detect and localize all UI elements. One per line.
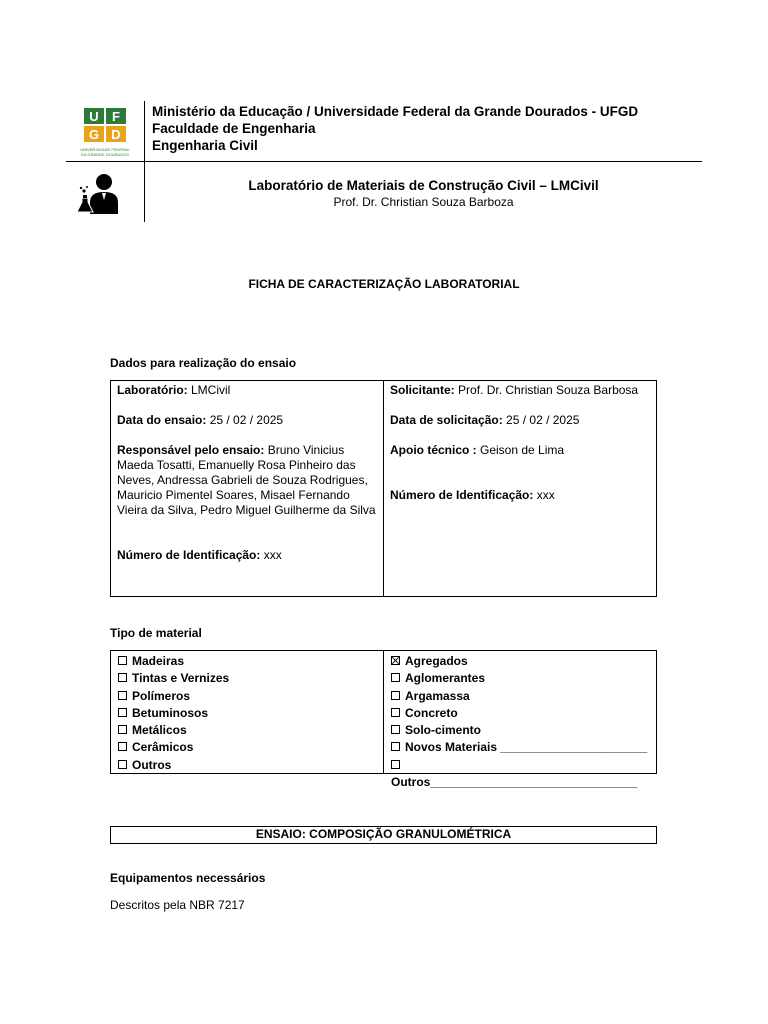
dados-left-column	[111, 381, 384, 596]
header-horizontal-divider	[66, 161, 702, 162]
field-responsavel: Responsável pelo ensaio: Bruno Vinicius Maeda Tosatti, Emanuelly Rosa Pinheiro das Neves, Andressa Gabrieli de Souza Rodrigues, Mauricio Pimentel Soares, Misael Fernando Vieira da Silva, Pedro Miguel Guilherme da Silva	[117, 443, 376, 517]
checkbox-icon[interactable]	[118, 691, 127, 700]
equipamentos-section-label: Equipamentos necessários	[110, 871, 266, 885]
field-apoio-tecnico: Apoio técnico : Geison de Lima	[390, 443, 565, 457]
scientist-icon	[78, 172, 124, 214]
dados-right-column	[384, 381, 656, 596]
svg-text:UNIVERSIDADE FEDERAL: UNIVERSIDADE FEDERAL	[80, 147, 130, 152]
lab-professor: Prof. Dr. Christian Souza Barboza	[333, 195, 514, 209]
checkbox-icon[interactable]	[391, 760, 400, 769]
lab-title: Laboratório de Materiais de Construção Civil – LMCivil	[248, 178, 599, 193]
checkbox-icon[interactable]	[391, 691, 400, 700]
svg-text:D: D	[111, 127, 121, 142]
checkbox-item[interactable]: Outros_______________________________	[391, 757, 649, 792]
checkbox-icon[interactable]	[391, 708, 400, 717]
header-faculty: Faculdade de Engenharia	[152, 121, 316, 136]
svg-text:DA GRANDE DOURADOS: DA GRANDE DOURADOS	[81, 152, 129, 157]
checkbox-item[interactable]: Metálicos	[118, 722, 376, 739]
material-right-column	[384, 651, 656, 790]
checkbox-item[interactable]: Novos Materiais ______________________	[391, 739, 649, 756]
checkbox-item[interactable]: Tintas e Vernizes	[118, 670, 376, 687]
checkbox-icon[interactable]	[118, 742, 127, 751]
checkbox-item[interactable]: Outros	[118, 757, 376, 774]
svg-text:F: F	[112, 109, 120, 124]
checkbox-icon[interactable]	[391, 725, 400, 734]
svg-text:U: U	[89, 109, 99, 124]
checkbox-item[interactable]: Concreto	[391, 705, 649, 722]
svg-text:G: G	[88, 127, 100, 142]
material-section-label: Tipo de material	[110, 626, 202, 640]
document-title: FICHA DE CARACTERIZAÇÃO LABORATORIAL	[248, 277, 520, 291]
checkbox-icon[interactable]	[118, 656, 127, 665]
checkbox-icon[interactable]	[118, 760, 127, 769]
field-laboratorio: Laboratório: LMCivil	[117, 383, 231, 397]
checkbox-item[interactable]: Cerâmicos	[118, 739, 376, 756]
checkbox-icon[interactable]	[118, 708, 127, 717]
header-ministry: Ministério da Educação / Universidade Federal da Grande Dourados - UFGD	[152, 104, 639, 119]
checkbox-icon[interactable]	[118, 673, 127, 682]
material-left-column	[111, 651, 384, 773]
ufgd-logo	[76, 106, 136, 162]
field-data-solicitacao: Data de solicitação: 25 / 02 / 2025	[390, 413, 580, 427]
checkbox-icon[interactable]	[118, 725, 127, 734]
field-solicitante: Solicitante: Prof. Dr. Christian Souza Barbosa	[390, 383, 639, 397]
equipamentos-text: Descritos pela NBR 7217	[110, 898, 245, 912]
checkbox-item[interactable]: Agregados	[391, 653, 649, 670]
checkbox-item[interactable]: Madeiras	[118, 653, 376, 670]
field-data-ensaio: Data do ensaio: 25 / 02 / 2025	[117, 413, 284, 427]
checkbox-icon[interactable]	[391, 673, 400, 682]
dados-table	[110, 380, 657, 597]
checkbox-item[interactable]: Betuminosos	[118, 705, 376, 722]
dados-section-label: Dados para realização do ensaio	[110, 356, 297, 370]
field-identificacao-left: Número de Identificação: xxx	[117, 548, 282, 562]
header-text	[152, 103, 638, 154]
checkbox-item[interactable]: Solo-cimento	[391, 722, 649, 739]
checkbox-item[interactable]: Aglomerantes	[391, 670, 649, 687]
checkbox-item[interactable]: Polímeros	[118, 688, 376, 705]
field-identificacao-right: Número de Identificação: xxx	[390, 488, 555, 502]
header-course: Engenharia Civil	[152, 138, 258, 153]
checkbox-icon[interactable]	[391, 742, 400, 751]
material-table	[110, 650, 657, 790]
checkbox-icon[interactable]	[391, 656, 400, 665]
ensaio-title-box: ENSAIO: COMPOSIÇÃO GRANULOMÉTRICA	[110, 826, 657, 844]
checkbox-item[interactable]: Argamassa	[391, 688, 649, 705]
